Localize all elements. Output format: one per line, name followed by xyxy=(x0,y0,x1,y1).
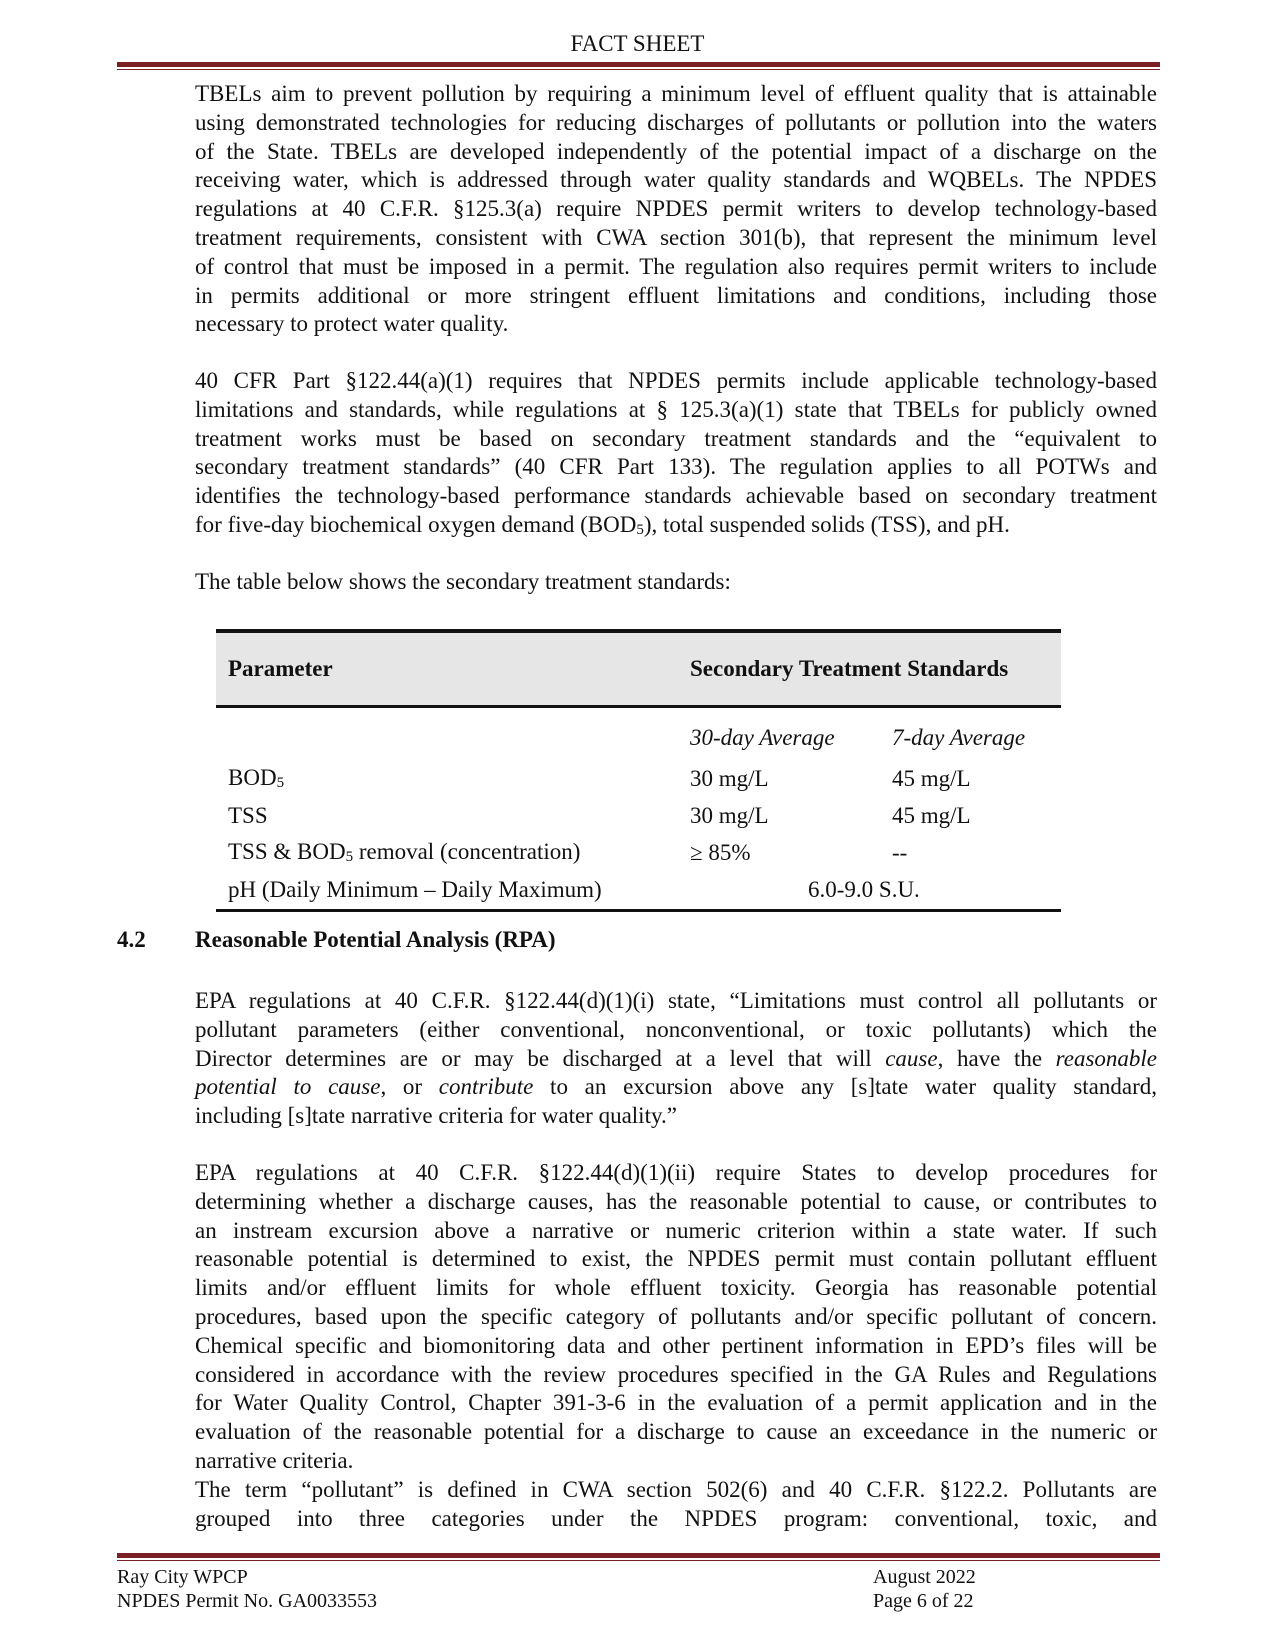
text-line: using demonstrated technologies for reducing discharges of pollutants or pollution into the waters xyxy=(195,109,1157,135)
text-line: Director determines are or may be discharged at a level that will cause, have the reasonable xyxy=(195,1045,1158,1071)
text-line: regulations at 40 C.F.R. §125.3(a) require NPDES permit writers to develop technology-based xyxy=(195,196,1157,222)
column-header-parameter: Parameter xyxy=(216,631,678,707)
table-row xyxy=(216,871,1061,911)
text-line: receiving water, which is addressed through water quality standards and WQBELs. The NPDES xyxy=(195,167,1157,193)
footer-left xyxy=(117,1565,377,1613)
text-line: determining whether a discharge causes, has the reasonable potential to cause, or contributes to xyxy=(195,1188,1157,1214)
table-cell xyxy=(216,707,678,761)
subheader-30day: 30-day Average xyxy=(690,725,835,750)
text-line: 40 CFR Part §122.44(a)(1) requires that NPDES permits include applicable technology-based xyxy=(195,368,1157,393)
paragraph-cfr-122 xyxy=(195,367,1157,545)
section-number: 4.2 xyxy=(117,927,146,952)
text-line: an instream excursion above a narrative or numeric criterion within a state water. If such xyxy=(195,1217,1157,1243)
table-cell-parameter: TSS xyxy=(228,802,268,828)
text-line: evaluation of the reasonable potential for a discharge to cause an exceedance in the numeric or xyxy=(195,1419,1157,1445)
text-line: necessary to protect water quality. xyxy=(195,311,509,337)
paragraph-rpa-procedures xyxy=(195,1159,1157,1533)
footer-date: August 2022 xyxy=(873,1566,976,1588)
table-cell-parameter: $BOD_5$ xyxy=(228,765,285,791)
table-subheader-row xyxy=(216,707,1061,761)
text-line: including [s]tate narrative criteria for water quality.” xyxy=(195,1103,677,1129)
footer-right xyxy=(873,1565,976,1613)
table-cell-7day: -- xyxy=(892,839,908,865)
secondary-treatment-table xyxy=(216,629,1061,912)
text-line: identifies the technology-based performance standards achievable based on secondary treatment xyxy=(195,483,1157,509)
text-line: in permits additional or more stringent effluent limitations and conditions, including those xyxy=(195,282,1157,308)
column-header-standards: Secondary Treatment Standards xyxy=(678,631,1061,707)
text-line: treatment requirements, consistent with CWA section 301(b), that represent the minimum level xyxy=(195,224,1157,250)
text-line: secondary treatment standards” (40 CFR Part 133). The regulation applies to all POTWs and xyxy=(195,454,1157,480)
text-line: of control that must be imposed in a permit. The regulation also requires permit writers to include xyxy=(195,253,1157,279)
table-cell-parameter: TSS & $BOD_5$ removal (concentration) xyxy=(228,839,581,865)
text-line: The table below shows the secondary treatment standards: xyxy=(195,569,731,594)
footer-rule xyxy=(117,1553,1160,1561)
table-header-row xyxy=(216,631,1061,707)
text-line: EPA regulations at 40 C.F.R. §122.44(d)(1)(i) state, “Limitations must control all pollutants or xyxy=(195,988,1157,1013)
footer-facility: Ray City WPCP xyxy=(117,1566,248,1588)
table-cell-7day: 45 mg/L xyxy=(892,765,971,791)
paragraph-rpa-quote xyxy=(195,987,1157,1131)
text-line: potential to cause, or contribute to an excursion above any [s]tate water quality standard, xyxy=(195,1074,1157,1100)
text-line: for Water Quality Control, Chapter 391-3-6 in the evaluation of a permit application and in the xyxy=(195,1390,1157,1416)
table-cell-30day: 30 mg/L xyxy=(690,802,769,828)
text-line: treatment works must be based on secondary treatment standards and the “equivalent to xyxy=(195,425,1157,451)
text-line: pollutant parameters (either conventional, nonconventional, or toxic pollutants) which the xyxy=(195,1016,1157,1042)
paragraph-table-intro xyxy=(195,568,1157,597)
text-line: limits and/or effluent limits for whole effluent toxicity. Georgia has reasonable potential xyxy=(195,1275,1157,1301)
table-row xyxy=(216,760,1061,797)
text-line: limitations and standards, while regulations at § 125.3(a)(1) state that TBELs for publicly owned xyxy=(195,396,1157,422)
footer-page-number: Page 6 of 22 xyxy=(873,1590,974,1612)
table-cell-ph-range: 6.0-9.0 S.U. xyxy=(678,871,1061,911)
table-cell-7day: 45 mg/L xyxy=(892,802,971,828)
text-line: TBELs aim to prevent pollution by requiring a minimum level of effluent quality that is attainable xyxy=(195,81,1157,106)
page-header-title: FACT SHEET xyxy=(570,31,705,56)
text-line: procedures, based upon the specific category of pollutants and/or specific pollutant of concern. xyxy=(195,1303,1157,1329)
section-title: Reasonable Potential Analysis (RPA) xyxy=(195,927,556,952)
table-row xyxy=(216,797,1061,834)
text-line: The term “pollutant” is defined in CWA section 502(6) and 40 C.F.R. §122.2. Pollutants are xyxy=(195,1476,1157,1502)
text-line: for five-day biochemical oxygen demand $(BOD_5)$, total suspended solids (TSS), and pH. xyxy=(195,511,1010,538)
paragraph-tbels-intro xyxy=(195,80,1157,339)
text-line: of the State. TBELs are developed independently of the potential impact of a discharge on the xyxy=(195,138,1157,164)
table-cell-parameter: pH (Daily Minimum – Daily Maximum) xyxy=(216,871,678,911)
table-row xyxy=(216,834,1061,871)
footer-permit-number: NPDES Permit No. GA0033553 xyxy=(117,1590,378,1612)
subheader-7day: 7-day Average xyxy=(892,725,1026,750)
table-cell-30day: ≥ 85% xyxy=(690,839,751,865)
text-line: reasonable potential is determined to exist, the NPDES permit must contain pollutant effluent xyxy=(195,1246,1157,1272)
text-line: narrative criteria. xyxy=(195,1447,354,1473)
text-line: Chemical specific and biomonitoring data and other pertinent information in EPD’s files will be xyxy=(195,1332,1157,1358)
text-line: considered in accordance with the review procedures specified in the GA Rules and Regulations xyxy=(195,1361,1157,1387)
table-cell-30day: 30 mg/L xyxy=(690,765,769,791)
header-rule xyxy=(117,62,1160,70)
text-line: EPA regulations at 40 C.F.R. §122.44(d)(1)(ii) require States to develop procedures for xyxy=(195,1160,1157,1185)
text-line: grouped into three categories under the NPDES program: conventional, toxic, and xyxy=(195,1505,1157,1531)
